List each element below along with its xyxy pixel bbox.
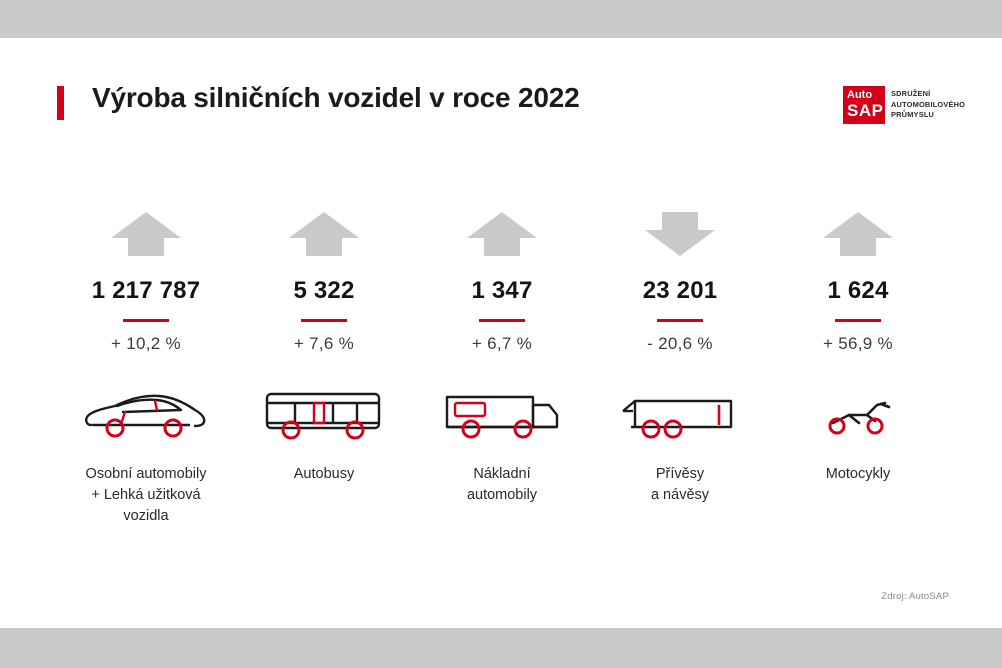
stat-column-buses bbox=[235, 203, 413, 583]
stats-row bbox=[57, 203, 947, 583]
stat-change: + 56,9 % bbox=[823, 334, 893, 353]
stat-column-trailers bbox=[591, 203, 769, 583]
title-accent-bar bbox=[57, 86, 64, 120]
logo-text-line3: PRŮMYSLU bbox=[891, 110, 935, 120]
caption-line-1: Nákladní bbox=[473, 466, 531, 482]
vehicle-icon-wrap bbox=[769, 372, 947, 458]
caption-line-3: vozidla bbox=[123, 508, 169, 525]
stat-caption bbox=[769, 464, 947, 485]
stat-value: 1 217 787 bbox=[91, 277, 201, 304]
caption-line-1: Osobní automobily bbox=[85, 466, 207, 482]
arrow-up-icon bbox=[821, 210, 895, 258]
stat-caption bbox=[591, 464, 769, 506]
stat-value: 1 347 bbox=[471, 277, 533, 304]
value-underline bbox=[123, 319, 169, 322]
value-underline bbox=[301, 319, 347, 322]
stat-value: 5 322 bbox=[293, 277, 355, 304]
value-underline bbox=[835, 319, 881, 322]
stat-value: 1 624 bbox=[827, 277, 889, 304]
caption-line-1: Motocykly bbox=[825, 466, 891, 482]
arrow-down-icon bbox=[643, 210, 717, 258]
stat-caption bbox=[235, 464, 413, 485]
infographic-canvas bbox=[0, 38, 1002, 628]
logo-mark-line2: SAP bbox=[847, 100, 884, 120]
car-icon bbox=[81, 387, 211, 443]
logo-text-line1: SDRUŽENÍ bbox=[891, 89, 931, 98]
stat-value: 23 201 bbox=[642, 277, 718, 304]
arrow-up-icon bbox=[465, 210, 539, 258]
vehicle-icon-wrap bbox=[413, 372, 591, 458]
arrow-up-wrap bbox=[57, 203, 235, 265]
page-title: Výroba silničních vozidel v roce 2022 bbox=[92, 82, 580, 113]
caption-line-1: Autobusy bbox=[293, 466, 355, 482]
arrow-up-wrap bbox=[413, 203, 591, 265]
arrow-up-icon bbox=[109, 210, 183, 258]
caption-line-1: Přívěsy bbox=[655, 466, 705, 482]
stat-caption bbox=[57, 464, 235, 527]
value-underline bbox=[657, 319, 703, 322]
arrow-down-wrap bbox=[591, 203, 769, 265]
motorcycle-icon bbox=[793, 387, 923, 443]
header bbox=[0, 38, 1002, 158]
vehicle-icon-wrap bbox=[57, 372, 235, 458]
caption-line-2: a návěsy bbox=[650, 487, 710, 504]
vehicle-icon-wrap bbox=[235, 372, 413, 458]
caption-line-2: automobily bbox=[466, 487, 538, 504]
bus-icon bbox=[259, 387, 389, 443]
logo-text-line2: AUTOMOBILOVÉHO bbox=[891, 99, 966, 109]
stat-change: + 7,6 % bbox=[293, 334, 355, 353]
truck-icon bbox=[437, 387, 567, 443]
stat-column-motorcycles bbox=[769, 203, 947, 583]
logo-mark bbox=[843, 86, 885, 124]
logo-text bbox=[891, 89, 965, 121]
stat-column-passenger-cars bbox=[57, 203, 235, 583]
caption-line-2: + Lehká užitková bbox=[91, 487, 201, 504]
source-note: Zdroj: AutoSAP bbox=[881, 591, 949, 602]
arrow-up-icon bbox=[287, 210, 361, 258]
arrow-up-wrap bbox=[235, 203, 413, 265]
stat-column-trucks bbox=[413, 203, 591, 583]
arrow-up-wrap bbox=[769, 203, 947, 265]
stat-change: + 6,7 % bbox=[471, 334, 533, 353]
autosap-logo bbox=[843, 86, 966, 124]
value-underline bbox=[479, 319, 525, 322]
vehicle-icon-wrap bbox=[591, 372, 769, 458]
trailer-icon bbox=[615, 387, 745, 443]
stat-change: - 20,6 % bbox=[647, 334, 713, 353]
stat-change: + 10,2 % bbox=[111, 334, 181, 353]
stat-caption bbox=[413, 464, 591, 506]
logo-mark-line1: Auto bbox=[847, 89, 873, 101]
